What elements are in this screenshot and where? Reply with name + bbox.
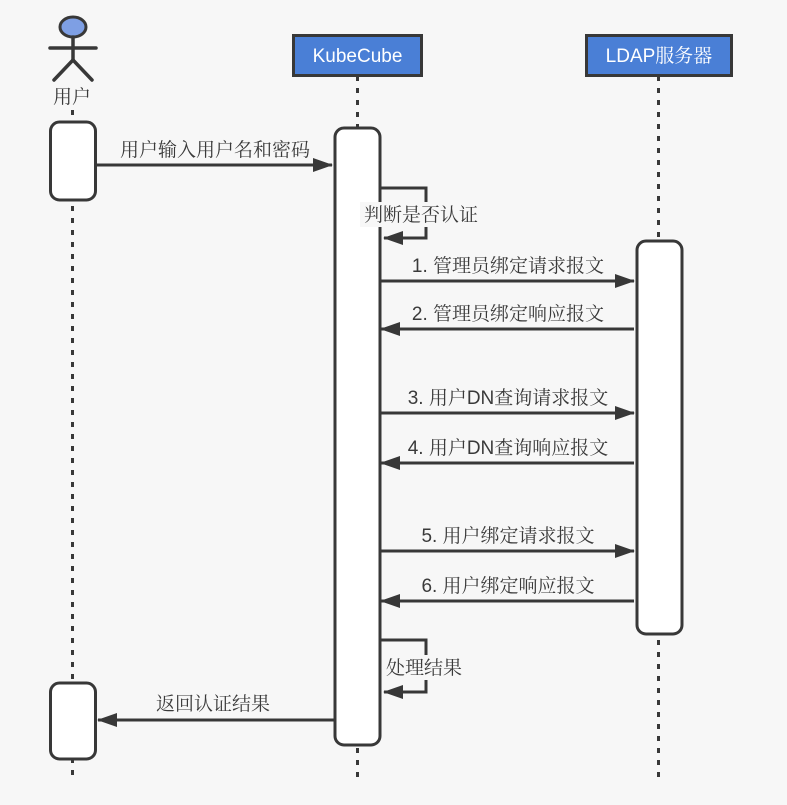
message-dn-query-request xyxy=(381,387,634,413)
message-admin-bind-request xyxy=(381,255,634,281)
participant-ldap-label: LDAP服务器 xyxy=(605,46,713,67)
actor-user xyxy=(50,17,96,80)
message-login-label: 用户输入用户名和密码 xyxy=(119,140,311,161)
participant-kubecube-label: KubeCube xyxy=(312,46,403,67)
participant-ldap xyxy=(587,36,732,76)
activation-user-1 xyxy=(51,122,96,200)
message-admin-bind-response-label: 2. 管理员绑定响应报文 xyxy=(411,304,605,325)
message-user-bind-request xyxy=(381,525,634,551)
actor-head xyxy=(60,17,86,37)
participant-kubecube xyxy=(294,36,422,76)
activation-ldap xyxy=(637,241,682,634)
message-user-bind-response xyxy=(381,575,634,601)
message-dn-query-response xyxy=(381,437,634,463)
message-return-result-label: 返回认证结果 xyxy=(155,694,271,715)
message-admin-bind-response xyxy=(381,303,634,329)
actor-leg-right xyxy=(73,60,92,80)
message-dn-query-response-label: 4. 用户DN查询响应报文 xyxy=(407,438,609,459)
message-return-result xyxy=(98,693,334,720)
actor-user-label: 用户 xyxy=(52,87,92,108)
message-dn-query-request-label: 3. 用户DN查询请求报文 xyxy=(407,388,609,409)
message-admin-bind-request-label: 1. 管理员绑定请求报文 xyxy=(411,256,605,277)
message-login xyxy=(97,139,332,165)
message-user-bind-response-label: 6. 用户绑定响应报文 xyxy=(421,576,595,597)
self-loop-auth-check-label: 判断是否认证 xyxy=(364,205,479,226)
message-user-bind-request-label: 5. 用户绑定请求报文 xyxy=(421,526,595,547)
activation-user-2 xyxy=(51,683,96,759)
self-loop-process-result xyxy=(381,640,470,692)
actor-leg-left xyxy=(54,60,73,80)
self-loop-process-result-label: 处理结果 xyxy=(386,658,463,679)
